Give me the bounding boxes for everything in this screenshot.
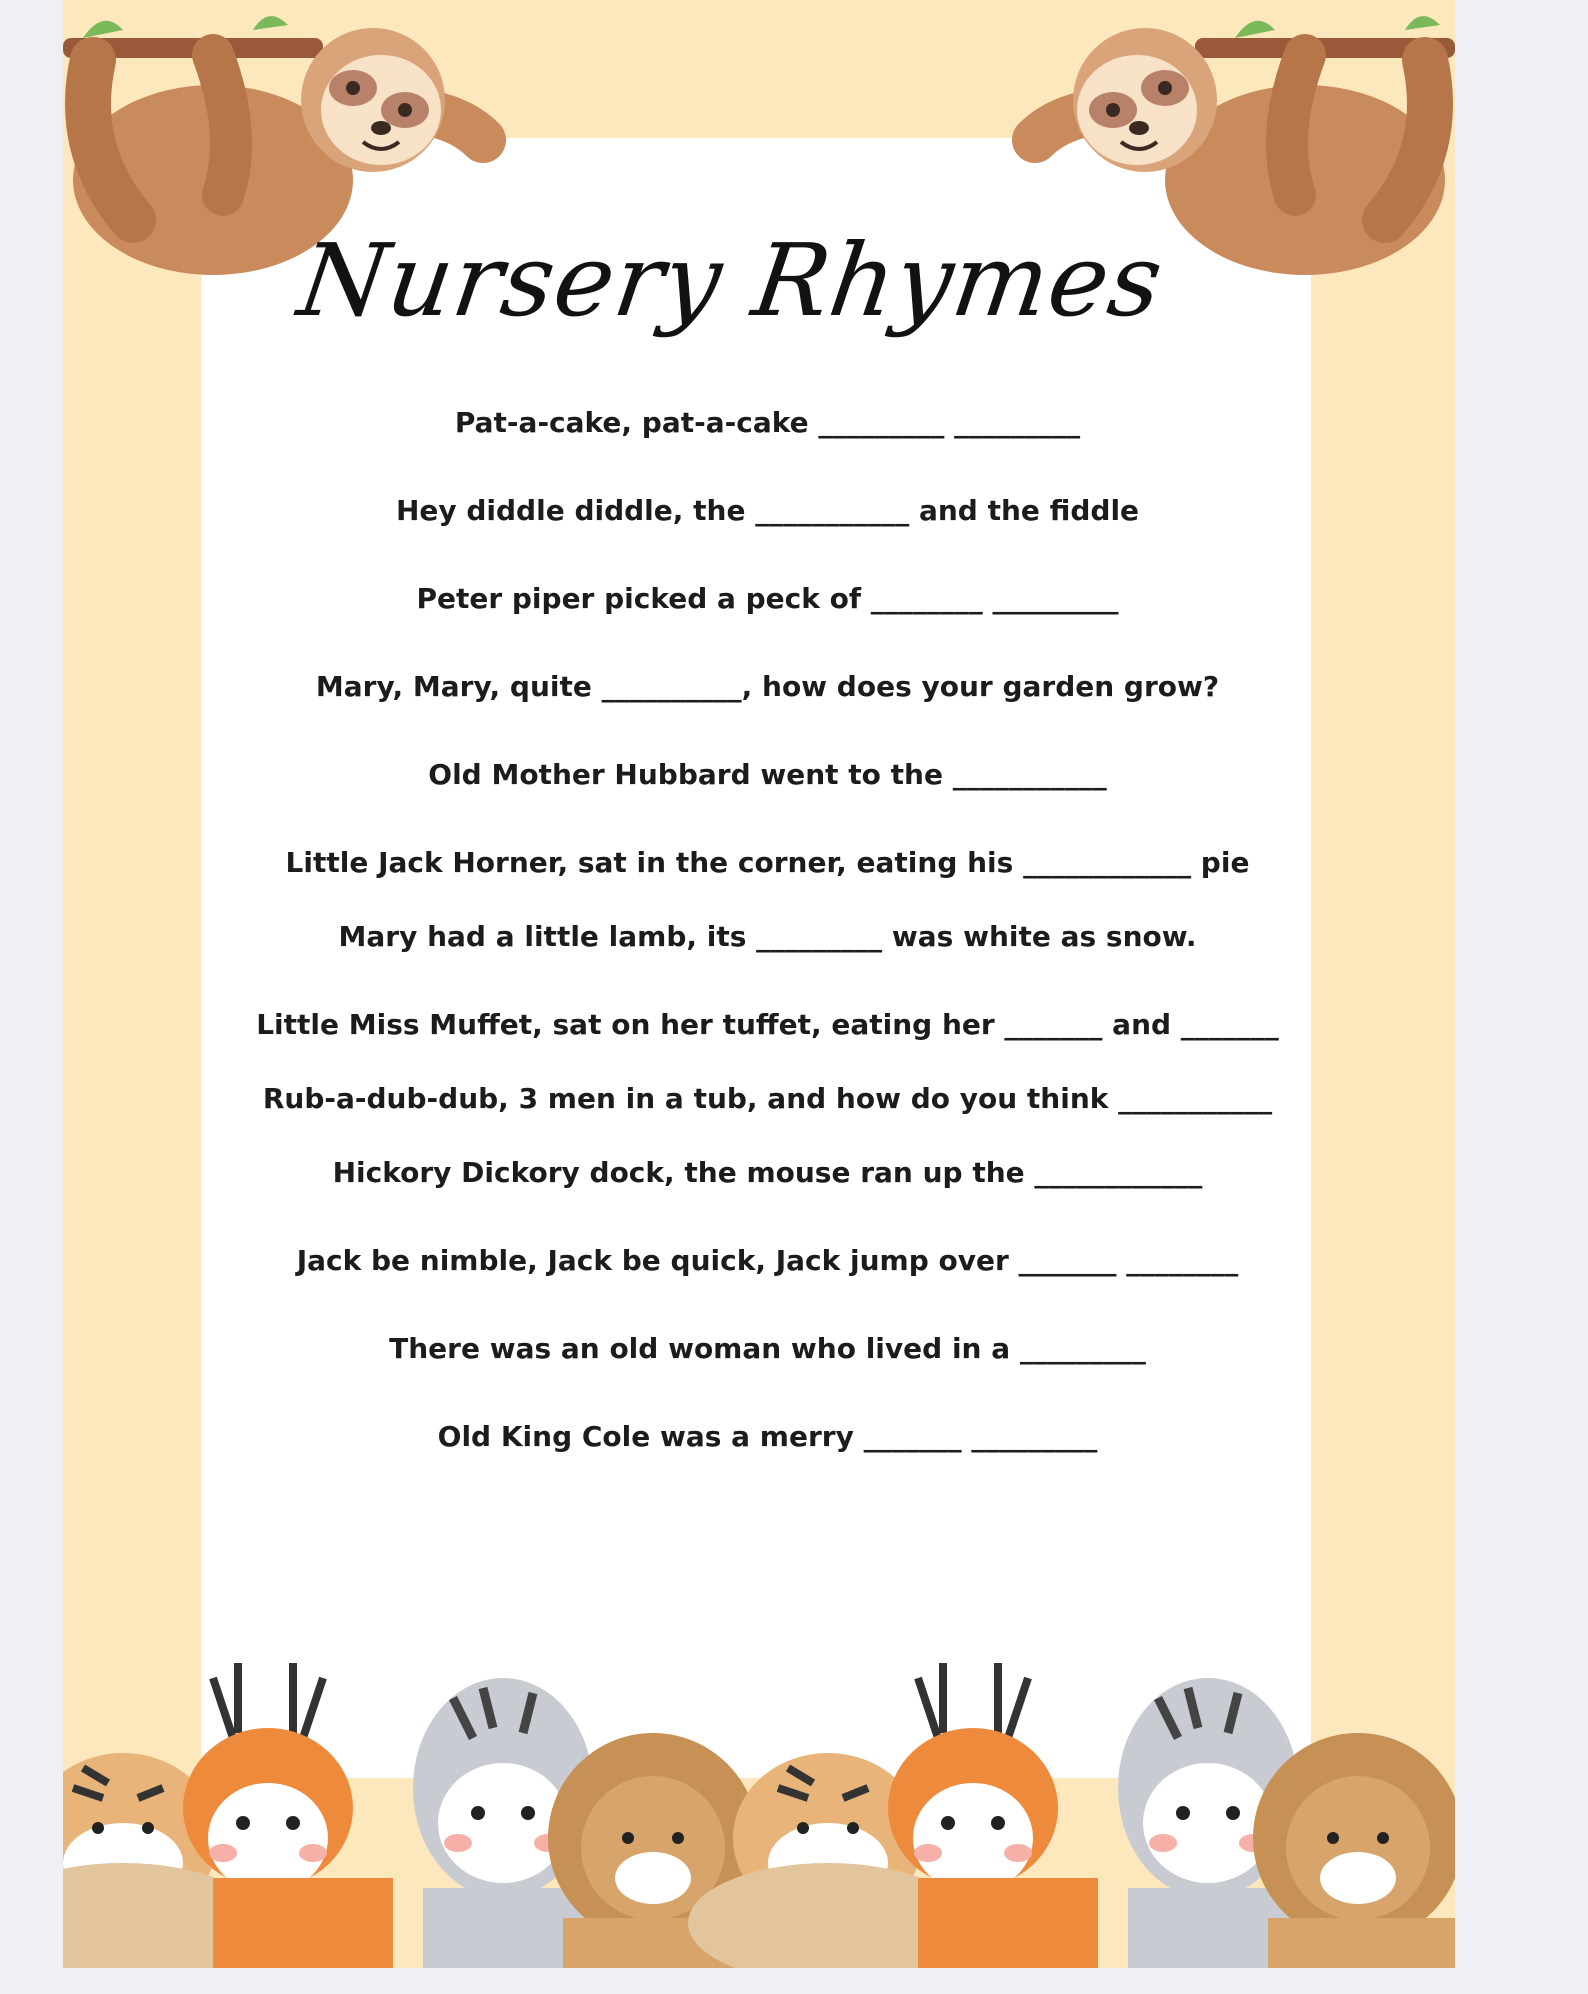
rhyme-list [200, 400, 1335, 1460]
rhyme-line: Little Jack Horner, sat in the corner, eating his ____________ pie [285, 846, 1250, 879]
rhyme-line: There was an old woman who lived in a _________ [389, 1332, 1146, 1365]
animal-group-right [688, 1663, 1455, 1968]
rhyme-line: Rub-a-dub-dub, 3 men in a tub, and how do you think ___________ [262, 1082, 1273, 1115]
rhyme-line: Little Miss Muffet, sat on her tuffet, eating her _______ and _______ [256, 1008, 1279, 1041]
page-title: Nursery Rhymes [291, 222, 1171, 339]
rhyme-line: Pat-a-cake, pat-a-cake _________ _________ [454, 406, 1081, 439]
rhyme-line: Hickory Dickory dock, the mouse ran up the ____________ [332, 1156, 1203, 1189]
rhyme-line: Mary, Mary, quite __________, how does your garden grow? [315, 670, 1220, 703]
rhyme-line: Peter piper picked a peck of ________ _________ [416, 582, 1119, 615]
animal-group-left [63, 1663, 763, 1968]
rhyme-line: Mary had a little lamb, its _________ was white as snow. [338, 920, 1197, 953]
rhyme-line: Jack be nimble, Jack be quick, Jack jump over _______ ________ [296, 1244, 1239, 1277]
animals-illustration [63, 1638, 1455, 1968]
rhyme-line: Old King Cole was a merry _______ _________ [437, 1420, 1098, 1453]
rhyme-line: Hey diddle diddle, the ___________ and the fiddle [395, 494, 1140, 527]
rhyme-line: Old Mother Hubbard went to the ___________ [428, 758, 1107, 791]
